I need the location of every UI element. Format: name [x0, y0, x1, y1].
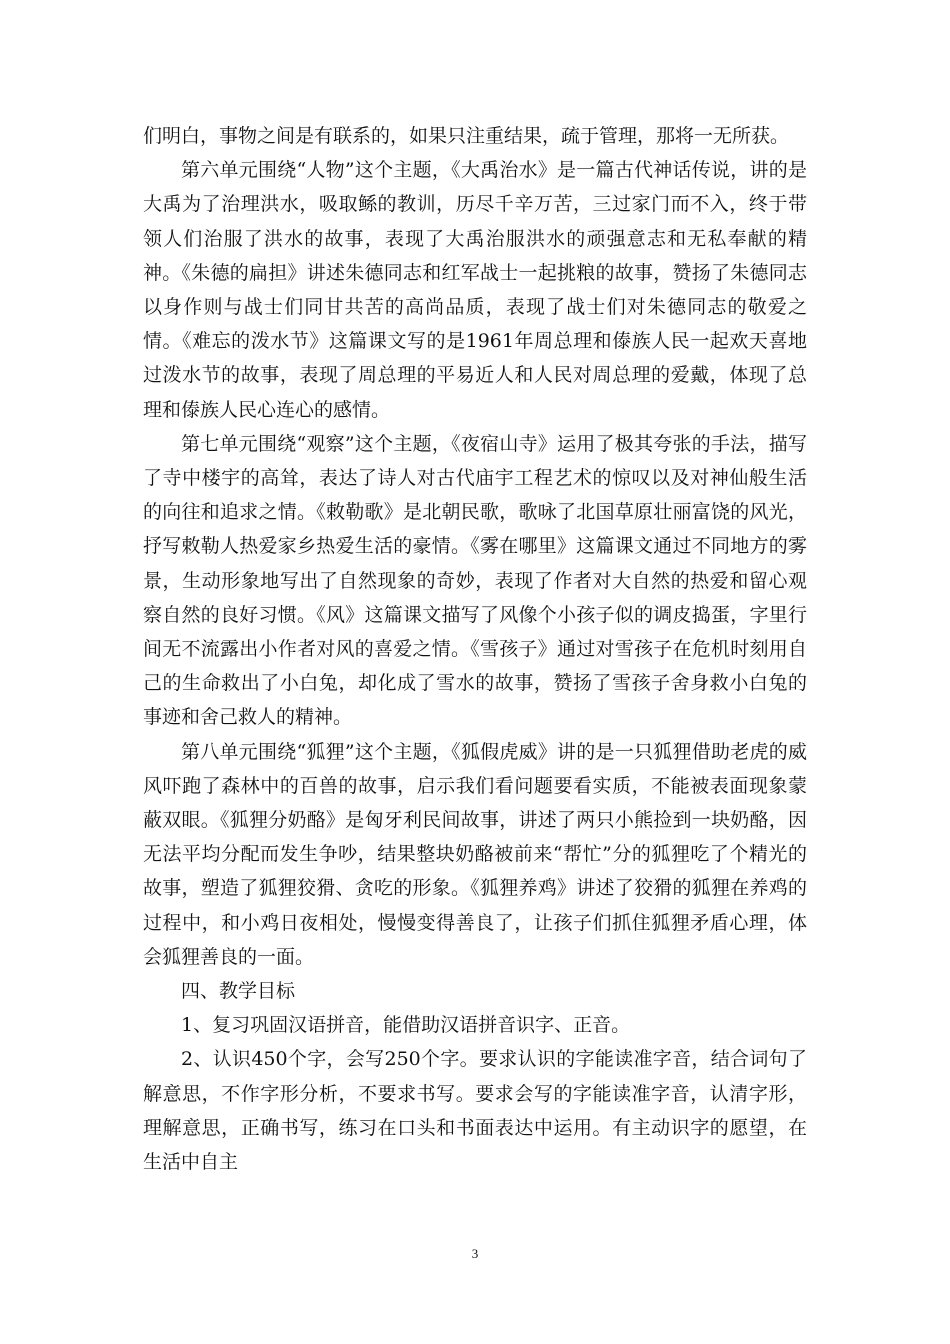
paragraph-continuation: 们明白，事物之间是有联系的，如果只注重结果，疏于管理，那将一无所获。	[143, 125, 790, 147]
paragraph-unit-seven: 第七单元围绕“观察”这个主题，《夜宿山寺》运用了极其夸张的手法，描写了寺中楼宇的高耸，表达了诗人对古代庙宇工程艺术的惊叹以及对神仙般生活的向往和追求之情。《敕勒歌》是北朝民歌，歌咏了北国草原壮丽富饶的风光，抒写敕勒人热爱家乡热爱生活的豪情。《雾在哪里》这篇课文通过不同地方的雾景，生动形象地写出了自然现象的奇妙，表现了作者对大自然的热爱和留心观察自然的良好习惯。《风》这篇课文描写了风像个小孩子似的调皮捣蛋，字里行间无不流露出小作者对风的喜爱之情。《雪孩子》通过对雪孩子在危机时刻用自己的生命救出了小白兔，却化成了雪水的故事，赞扬了雪孩子舍身救小白兔的事迹和舍己救人的精神。	[143, 432, 807, 729]
goal-item-1: 1、复习巩固汉语拼音，能借助汉语拼音识字、正音。	[181, 1014, 631, 1037]
page-number: 3	[471, 1246, 479, 1261]
goal-item-2: 2、认识450个字，会写250个字。要求认识的字能读准字音，结合词句了解意思，不作字形分析，不要求书写。要求会写的字能读准字音，认清字形，理解意思，正确书写，练习在口头和书面表达中运用。有主动识字的愿望，在生活中自主	[143, 1048, 807, 1174]
paragraph-unit-eight: 第八单元围绕“狐狸”这个主题，《狐假虎威》讲的是一只狐狸借助老虎的威风吓跑了森林中的百兽的故事，启示我们看问题要看实质，不能被表面现象蒙蔽双眼。《狐狸分奶酪》是匈牙利民间故事，讲述了两只小熊捡到一块奶酪，因无法平均分配而发生争吵，结果整块奶酪被前来“帮忙”分的狐狸吃了个精光的故事，塑造了狐狸狡猾、贪吃的形象。《狐狸养鸡》讲述了狡猾的狐狸在养鸡的过程中，和小鸡日夜相处，慢慢变得善良了，让孩子们抓住狐狸矛盾心理，体会狐狸善良的一面。	[143, 740, 807, 968]
paragraph-unit-six: 第六单元围绕“人物”这个主题，《大禹治水》是一篇古代神话传说，讲的是大禹为了治理洪水，吸取鲧的教训，历尽千辛万苦，三过家门而不入，终于带领人们治服了洪水的故事，表现了大禹治服洪水的顽强意志和无私奉献的精神。《朱德的扁担》讲述朱德同志和红军战士一起挑粮的故事，赞扬了朱德同志以身作则与战士们同甘共苦的高尚品质，表现了战士们对朱德同志的敬爱之情。《难忘的泼水节》这篇课文写的是1961年周总理和傣族人民一起欢天喜地过泼水节的故事，表现了周总理的平易近人和人民对周总理的爱戴，体现了总理和傣族人民心连心的感情。	[143, 159, 807, 421]
section-heading-teaching-goals: 四、教学目标	[181, 980, 296, 1003]
document-body	[143, 119, 807, 1179]
